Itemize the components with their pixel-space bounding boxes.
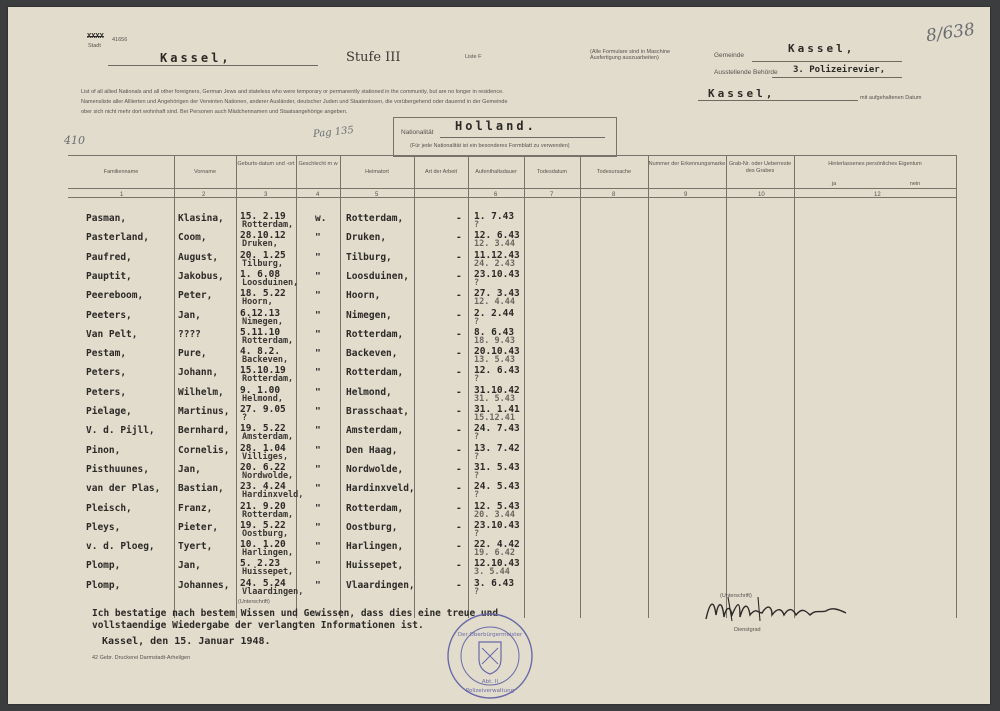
cell-geburtsdatum: 20. 1.25 [240,249,286,261]
cell-aufenthalt-bis: ? [474,316,480,327]
suffix-note: mit aufgehaltenen Datum [860,95,922,101]
cell-vorname: Martinus, [178,406,230,417]
cell-aufenthalt-bis: 3. 5.44 [474,567,510,578]
cell-geburtsort: Rotterdam, [242,374,294,385]
handwritten-note-left: 410 [64,134,85,147]
cell-aufenthalt-bis: 15.12.41 [474,413,515,423]
cell-familienname: Peters, [86,367,127,379]
cell-geburtsdatum: 21. 9.20 [240,500,286,512]
cell-aufenthalt-bis: ? [474,374,480,385]
cell-geburtsdatum: 15.10.19 [240,365,286,377]
cell-aufenthalt-bis: ? [474,490,480,501]
svg-text:Der Oberbürgermeister: Der Oberbürgermeister [457,632,523,638]
cell-vorname: Wilhelm, [178,386,224,398]
cell-aufenthalt-von: 31. 5.43 [474,461,520,473]
struck-prefix: XXXX [87,32,104,40]
col-header-todesdatum: Todesdatum [537,169,567,175]
cell-geburtsort: Rotterdam, [242,509,294,520]
handwritten-signature [698,593,858,627]
cell-geschlecht: " [315,251,321,263]
col-header-ja: ja [831,181,837,187]
cell-aufenthalt-bis: ? [474,470,480,481]
cell-geburtsort: Villiges, [242,451,289,462]
svg-text:Polizeiverwaltung: Polizeiverwaltung [465,688,515,694]
cell-vorname: Johann, [178,367,219,379]
cell-familienname: Pestam, [86,348,127,360]
cell-heimatort: Rotterdam, [346,367,404,379]
behoerde-label: Ausstellende Behörde [714,69,778,76]
cell-aufenthalt-bis: 31. 5.43 [474,393,515,404]
cell-geburtsort: Rotterdam, [242,220,294,230]
cell-beruf-dash: - [456,309,462,321]
cell-geburtsdatum: 27. 9.05 [240,404,286,415]
rank-label: Dienstgrad [734,627,761,633]
cell-beruf-dash: - [456,386,462,398]
cell-familienname: Pleys, [86,521,121,533]
cell-familienname: v. d. Ploeg, [86,541,155,553]
cell-heimatort: Huissepet, [346,560,404,572]
cell-aufenthalt-bis: 24. 2.43 [474,258,515,269]
cell-beruf-dash: - [456,270,462,282]
official-seal [446,612,534,700]
cell-geburtsdatum: 1. 6.08 [240,268,281,280]
cell-geschlecht: " [315,502,321,514]
cell-geburtsdatum: 5.11.10 [240,326,281,338]
cell-aufenthalt-bis: 12. 3.44 [474,239,515,250]
cell-geschlecht: " [315,425,321,437]
cell-vorname: Cornelis, [178,444,230,456]
cell-geburtsort: Backeven, [242,355,289,366]
col-number: 1 [120,192,124,198]
cell-familienname: Peters, [86,386,127,398]
cell-familienname: Peereboom, [86,290,144,302]
cell-vorname: August, [178,251,219,263]
cell-geburtsdatum: 5. 2.23 [240,558,281,570]
cell-geburtsdatum: 24. 5.24 [240,577,286,589]
cell-beruf-dash: - [456,251,462,263]
gemeinde-label: Gemeinde [714,52,744,59]
cell-heimatort: Nordwolde, [346,463,404,475]
cell-aufenthalt-von: 31.10.42 [474,384,520,396]
cell-familienname: V. d. Pijll, [86,425,155,437]
col-header-familienname: Familienname [103,169,139,175]
cell-aufenthalt-von: 8. 6.43 [474,326,515,338]
cell-geschlecht: " [315,579,321,591]
cell-geburtsort: Harlingen, [242,548,294,559]
cell-beruf-dash: - [456,328,462,340]
cell-geburtsort: Vlaardingen, [242,586,304,597]
behoerde-value: 3. Polizeirevier, [793,65,886,75]
cell-vorname: Jakobus, [178,270,224,282]
printer-note: 42 Gebr. Druckerei Darmstadt-Arheilgen [92,655,191,661]
cell-vorname: Pure, [178,348,207,360]
cell-beruf-dash: - [456,579,462,591]
cell-geschlecht: " [315,270,321,282]
cell-vorname: Jan, [178,309,201,321]
cell-geschlecht: " [315,348,321,360]
col-header-geschlecht: Geschlecht m w [298,161,338,167]
cell-geschlecht: " [315,463,321,475]
cell-beruf-dash: - [456,232,462,244]
instruction-line-2: Namensliste aller Alliierten und Angehörigen der Vereinten Nationen, anderer Ausländer, deutscher Juden und Staatenlosen, die vorübergehend oder dauernd in der Gemeinde [81,99,508,105]
cell-aufenthalt-von: 12.10.43 [474,558,520,570]
cell-heimatort: Tilburg, [346,251,392,263]
cell-familienname: Pielage, [86,406,132,417]
cell-familienname: Pleisch, [86,502,132,514]
cell-geburtsdatum: 20. 6.22 [240,461,286,473]
cell-vorname: Coom, [178,232,207,244]
cell-aufenthalt-von: 24. 5.43 [474,481,520,493]
cell-aufenthalt-bis: ? [474,451,480,462]
col-number: 9 [684,192,688,198]
cell-vorname: Pieter, [178,521,219,533]
cell-aufenthalt-von: 1. 7.43 [474,211,515,222]
cell-geburtsort: Rotterdam, [242,335,294,346]
cell-geschlecht: " [315,521,321,533]
col-number: 7 [550,192,554,198]
cell-geburtsort: Amsterdam, [242,432,294,443]
place-date: Kassel, den 15. Januar 1948. [102,636,271,647]
cell-geburtsdatum: 18. 5.22 [240,288,286,300]
cell-heimatort: Brasschaat, [346,406,409,417]
handwritten-folio: 8/638 [924,19,977,47]
instruction-line-3: ober sich nicht mehr dort wohnhaft sind. Bei Personen auch Mädchennamen und Staatsangehörige angeben. [81,109,348,115]
cell-beruf-dash: - [456,425,462,437]
cell-familienname: Paufred, [86,251,132,263]
cell-geburtsdatum: 19. 5.22 [240,423,286,435]
cell-geschlecht: " [315,483,321,495]
cell-heimatort: Harlingen, [346,541,404,553]
cell-aufenthalt-von: 23.10.43 [474,519,520,531]
cell-geschlecht: " [315,386,321,398]
cell-geburtsort: Loosduinen, [242,277,299,288]
cell-heimatort: Oostburg, [346,521,398,533]
cell-aufenthalt-von: 24. 7.43 [474,423,520,435]
col-header-eigentum: Hinterlassenes persönliches Eigentum [828,161,922,167]
col-number: 2 [202,192,206,198]
cell-familienname: Pinon, [86,444,121,456]
cell-aufenthalt-von: 31. 1.41 [474,404,520,415]
cell-aufenthalt-von: 22. 4.42 [474,539,520,551]
liste-label: Liste F [465,54,482,60]
cell-aufenthalt-von: 3. 6.43 [474,577,515,589]
cell-heimatort: Rotterdam, [346,213,404,224]
cell-beruf-dash: - [456,541,462,553]
cell-vorname: Bastian, [178,483,224,495]
cell-geburtsort: Helmond, [242,393,283,404]
cell-heimatort: Hoorn, [346,290,381,302]
cell-vorname: Johannes, [178,579,230,591]
cell-heimatort: Den Haag, [346,444,398,456]
cell-beruf-dash: - [456,483,462,495]
cell-geburtsort: Druken, [242,239,278,250]
cell-beruf-dash: - [456,406,462,417]
cell-heimatort: Vlaardingen, [346,579,415,591]
document-page [8,7,990,704]
cell-geburtsdatum: 28. 1.04 [240,442,286,454]
cell-vorname: Jan, [178,463,201,475]
col-header-todesursache: Todesursache [596,169,632,175]
cell-aufenthalt-bis: ? [474,528,480,539]
cell-geburtsdatum: 19. 5.22 [240,519,286,531]
signature-label: (Unterschrift) [720,593,752,599]
nationality-note: (Für jede Nationalität ist ein besonderes Formblatt zu verwenden) [410,143,570,149]
col-number: 12 [874,192,881,198]
cell-familienname: Pasman, [86,213,127,224]
cell-geburtsdatum: 4. 8.2. [240,346,281,358]
cell-geschlecht: w. [315,213,327,224]
cell-heimatort: Druken, [346,232,387,244]
cell-geschlecht: " [315,541,321,553]
cell-familienname: Pasterland, [86,232,149,244]
col-header-beruf: Art der Arbeit [424,169,458,175]
cell-heimatort: Hardinxveld, [346,483,415,495]
col-number: 4 [316,192,320,198]
cell-heimatort: Rotterdam, [346,502,404,514]
nationality-value: Holland. [455,119,537,133]
cell-heimatort: Nimegen, [346,309,392,321]
cell-geschlecht: " [315,290,321,302]
cell-familienname: Peeters, [86,309,132,321]
certification-line-1: Ich bestatige nach bestem Wissen und Gewissen, dass dies eine treue und [92,608,499,619]
cell-geschlecht: " [315,232,321,244]
cell-vorname: ???? [178,328,201,340]
cell-heimatort: Rotterdam, [346,328,404,340]
col-number: 8 [612,192,616,198]
cell-vorname: Peter, [178,290,213,302]
cell-aufenthalt-von: 23.10.43 [474,268,520,280]
cell-heimatort: Backeven, [346,348,398,360]
cell-geschlecht: " [315,444,321,456]
cell-beruf-dash: - [456,560,462,572]
cell-aufenthalt-von: 27. 3.43 [474,288,520,300]
col-number: 3 [264,192,268,198]
cell-aufenthalt-bis: ? [474,586,480,597]
col-header-grab: Grab-Nr. oder Ueberreste des Grabes [728,161,792,174]
register-table [68,155,956,618]
cell-aufenthalt-von: 12. 6.43 [474,365,520,377]
cell-familienname: Pauptit, [86,270,132,282]
cell-aufenthalt-bis: ? [474,432,480,443]
cell-geburtsort: ? [242,413,248,423]
cell-geburtsort: Nimegen, [242,316,283,327]
cell-beruf-dash: - [456,444,462,456]
cell-aufenthalt-bis: 12. 4.44 [474,297,515,308]
cell-beruf-dash: - [456,213,462,224]
cell-aufenthalt-von: 11.12.43 [474,249,520,261]
cell-heimatort: Helmond, [346,386,392,398]
form-note: (Alle Formulare sind in Maschine Ausfertigung auszuarbeiten) [590,49,671,61]
cell-geburtsort: Hoorn, [242,297,273,308]
footer-small-label: (Unterschrift) [238,599,270,605]
cell-geschlecht: " [315,560,321,572]
cell-beruf-dash: - [456,521,462,533]
cell-aufenthalt-von: 2. 2.44 [474,307,515,319]
cell-beruf-dash: - [456,348,462,360]
col-header-geburtsdatum: Geburts-datum und -ort [237,161,295,167]
nationality-label: Nationalität [401,129,434,136]
cell-geburtsdatum: 10. 1.20 [240,539,286,551]
cell-heimatort: Amsterdam, [346,425,404,437]
cell-geschlecht: " [315,367,321,379]
cell-aufenthalt-von: 20.10.43 [474,346,520,358]
col-header-erkennungsmarke: Nummer der Erkennungsmarke [648,161,726,167]
cell-geschlecht: " [315,309,321,321]
cell-aufenthalt-bis: 19. 6.42 [474,548,515,559]
instruction-line-1: List of all allied Nationals and all other foreigners, German Jews and stateless who were temporary or permanently stationed in the community, but are no longer in residence. [81,89,504,95]
behoerde-city: Kassel, [708,87,776,100]
certification-line-2: vollstaendige Wiedergabe der verlangten Informationen ist. [92,620,424,631]
cell-aufenthalt-bis: ? [474,277,480,288]
cell-heimatort: Loosduinen, [346,270,409,282]
cell-vorname: Klasina, [178,213,224,224]
col-header-aufenthalt: Aufenthaltsdauer [475,169,517,175]
cell-beruf-dash: - [456,290,462,302]
col-header-vorname: Vorname [193,169,216,175]
cell-beruf-dash: - [456,367,462,379]
cell-geburtsort: Tilburg, [242,258,283,269]
col-number: 10 [758,192,765,198]
cell-familienname: Van Pelt, [86,328,138,340]
cell-geburtsdatum: 6.12.13 [240,307,281,319]
cell-aufenthalt-von: 12. 6.43 [474,230,520,242]
handwritten-note-mid: Pag 135 [312,124,355,141]
col-header-heimatort: Heimatort [365,169,389,175]
cell-geburtsdatum: 9. 1.00 [240,384,281,396]
cell-geburtsdatum: 15. 2.19 [240,211,286,222]
cell-aufenthalt-von: 12. 5.43 [474,500,520,512]
col-number: 6 [494,192,498,198]
stufe-title: Stufe III [346,50,401,65]
city-typed: Kassel, [160,51,232,65]
cell-geburtsdatum: 28.10.12 [240,230,286,242]
svg-text:Abt. II: Abt. II [481,679,499,685]
cell-geburtsort: Huissepet, [242,567,294,578]
cell-aufenthalt-bis: ? [474,220,480,230]
cell-beruf-dash: - [456,502,462,514]
cell-geburtsort: Oostburg, [242,528,289,539]
cell-geburtsort: Hardinxveld, [242,490,304,501]
cell-geburtsdatum: 23. 4.24 [240,481,286,493]
cell-vorname: Jan, [178,560,201,572]
cell-geschlecht: " [315,328,321,340]
cell-familienname: Plomp, [86,579,121,591]
cell-familienname: Plomp, [86,560,121,572]
cell-vorname: Franz, [178,502,213,514]
gemeinde-value: Kassel, [788,42,856,55]
col-number: 5 [375,192,379,198]
cell-geschlecht: " [315,406,321,417]
cell-vorname: Tyert, [178,541,213,553]
cell-aufenthalt-bis: 13. 5.43 [474,355,515,366]
cell-aufenthalt-bis: 20. 3.44 [474,509,515,520]
cell-aufenthalt-von: 13. 7.42 [474,442,520,454]
cell-vorname: Bernhard, [178,425,230,437]
stadt-label: Stadt [88,43,101,49]
cell-geburtsort: Nordwolde, [242,470,294,481]
col-header-nein: nein [909,181,921,187]
cell-familienname: van der Plas, [86,483,161,495]
cell-aufenthalt-bis: 18. 9.43 [474,335,515,346]
cell-familienname: Pisthuunes, [86,463,149,475]
cell-beruf-dash: - [456,463,462,475]
form-code: 41656 [112,37,128,43]
